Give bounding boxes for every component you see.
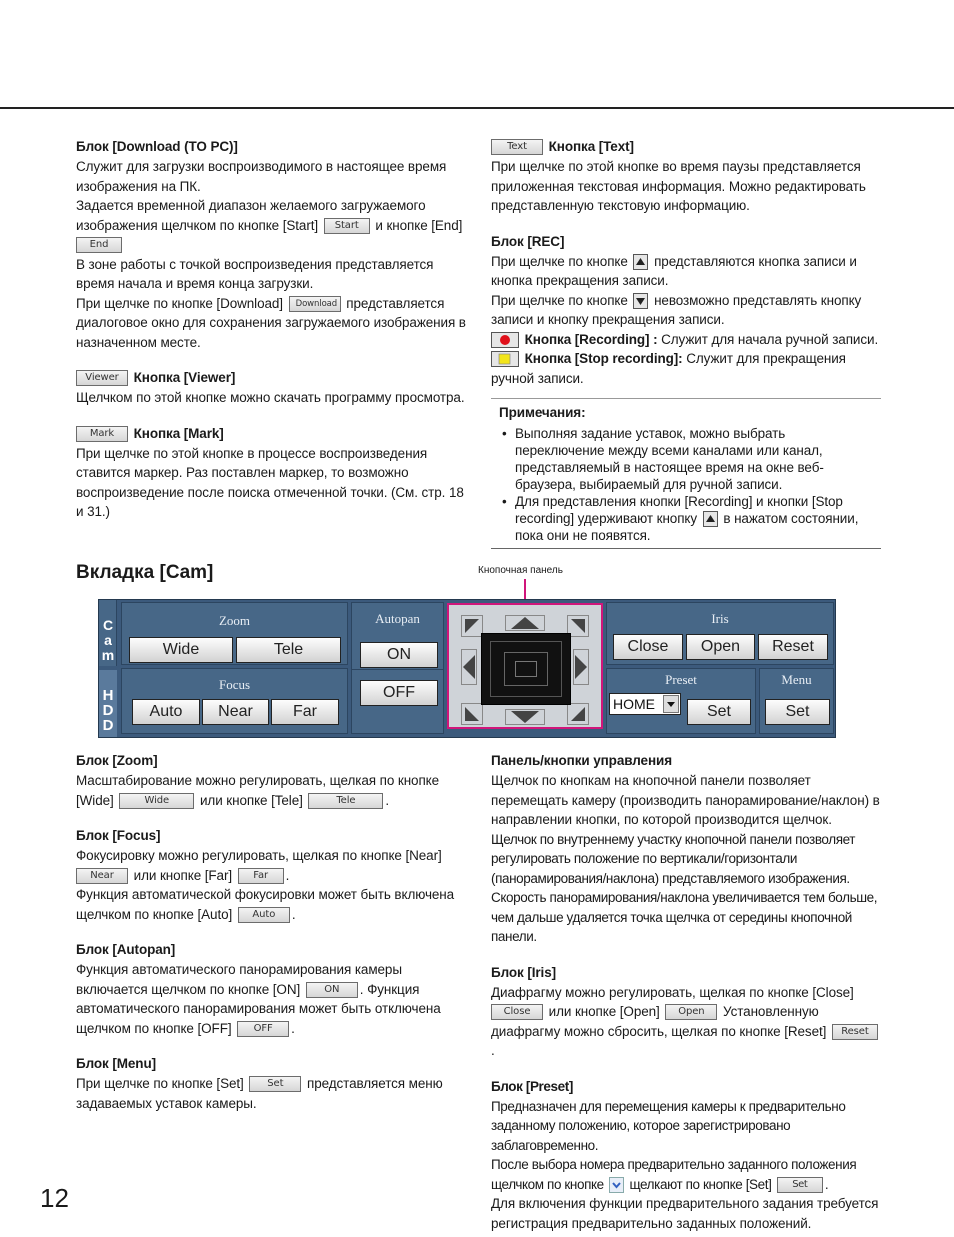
far-button[interactable]: Far	[271, 699, 339, 725]
stop-record-icon[interactable]	[491, 351, 519, 367]
download-p1: Служит для загрузки воспроизводимого в настоящее время изображения на ПК.	[76, 159, 447, 194]
recording-text: Служит для начала ручной записи.	[661, 331, 879, 347]
cam-control-panel	[98, 599, 836, 738]
zoom-section	[76, 751, 466, 810]
rec-p2a: При щелчке по кнопке	[491, 292, 628, 308]
on-inline-button[interactable]: ON	[306, 982, 358, 998]
zoom-heading: Блок [Zoom]	[76, 753, 158, 768]
iris-close-button[interactable]: Close	[613, 634, 683, 660]
focus-section	[76, 826, 466, 924]
menu-t1: При щелчке по кнопке [Set]	[76, 1076, 244, 1091]
menu-label: Menu	[781, 672, 812, 687]
rec-p1b: представляются кнопка записи и кнопка прекращения записи.	[491, 253, 857, 288]
preset-section	[491, 1077, 883, 1234]
rec-p2	[491, 291, 881, 330]
zoom-text	[76, 771, 466, 810]
menu-group	[759, 668, 834, 734]
focus-t4: Функция автоматической фокусировки может быть включена щелчком по кнопке [Auto]	[76, 887, 455, 922]
tab-hdd[interactable]	[99, 670, 117, 737]
iris-t4: .	[491, 1043, 495, 1058]
autopan-t3: .	[291, 1020, 295, 1036]
far-inline-button[interactable]: Far	[238, 868, 284, 884]
note-2b: в нажатом состоянии, пока они не появятся.	[515, 511, 859, 544]
iris-t3: Установленную диафрагму можно сбросить, щелкая по кнопке [Reset]	[491, 1004, 827, 1039]
zoom-t2: или кнопке [Tele]	[199, 792, 303, 808]
autopan-t1: Функция автоматического панорамирования камеры включается щелчком по кнопке [ON]	[76, 962, 402, 997]
mark-button[interactable]: Mark	[76, 426, 128, 442]
rec-p2b: невозможно представлять кнопку записи и кнопку прекращения записи.	[491, 292, 862, 327]
end-button[interactable]: End	[76, 237, 122, 253]
start-button[interactable]: Start	[324, 218, 370, 234]
auto-focus-button[interactable]: Auto	[132, 699, 200, 725]
tele-inline-button[interactable]: Tele	[308, 793, 383, 809]
top-rule	[0, 107, 954, 109]
menu-section	[76, 1054, 466, 1113]
wide-button[interactable]: Wide	[129, 637, 233, 663]
iris-text	[491, 983, 883, 1061]
download-p4a: При щелчке по кнопке [Download]	[76, 295, 283, 311]
text-heading: Кнопка [Text]	[548, 139, 634, 154]
arrow-right-icon[interactable]	[573, 649, 589, 685]
focus-text2	[76, 885, 466, 924]
autopan-divider	[352, 669, 443, 670]
mark-heading: Кнопка [Mark]	[133, 425, 224, 441]
button-panel-callout: Кнопочная панель	[478, 565, 563, 576]
iris-group	[606, 602, 834, 665]
recording-row	[491, 330, 881, 350]
arrow-left-icon[interactable]	[461, 649, 477, 685]
tab-cam-letter: a	[104, 632, 112, 648]
near-button[interactable]: Near	[202, 699, 269, 725]
stop-recording-row	[491, 349, 881, 388]
preset-p3: Для включения функции предварительного задания требуется регистрация предварительно заданных положений.	[491, 1196, 879, 1231]
autopan-text	[76, 960, 466, 1038]
menu-text	[76, 1074, 466, 1113]
wide-inline-button[interactable]: Wide	[119, 793, 194, 809]
arrow-up-icon[interactable]	[505, 615, 545, 631]
tele-button[interactable]: Tele	[236, 637, 341, 663]
notes-heading: Примечания:	[499, 405, 586, 420]
menu-t2: представляется меню задаваемых уставок камеры.	[76, 1076, 443, 1111]
autopan-section	[76, 940, 466, 1038]
focus-label: Focus	[218, 677, 251, 692]
page-number: 12	[40, 1183, 69, 1213]
tab-cam-letter: C	[102, 617, 114, 633]
download-button[interactable]: Download	[289, 296, 341, 312]
focus-text1	[76, 846, 466, 885]
preset-p2a: После выбора номера предварительно заданного положения щелчком по кнопке	[491, 1157, 857, 1192]
focus-heading: Блок [Focus]	[76, 828, 161, 843]
preset-set-button[interactable]: Set	[687, 699, 751, 725]
text-section	[491, 137, 881, 216]
download-heading: Блок [Download (TO PC)]	[76, 139, 238, 154]
chevron-down-icon[interactable]	[609, 1177, 624, 1193]
autopan-heading: Блок [Autopan]	[76, 942, 176, 957]
center-frame-inner	[515, 661, 537, 677]
preset-p1: Предназначен для перемещения камеры к предварительно заданному положению, которое зарегистрировано заблаговременно.	[491, 1098, 846, 1153]
menu-set-button[interactable]: Set	[765, 699, 830, 725]
mark-text: При щелчке по этой кнопке в процессе воспроизведения ставится маркер. Раз поставлен маркер, то возможно воспроизведение после поиска отмеченной точки. (См. стр. 18 и 31.)	[76, 445, 464, 519]
autopan-on-button[interactable]: ON	[360, 642, 438, 668]
left-column-bottom	[76, 751, 466, 1129]
viewer-button[interactable]: Viewer	[76, 370, 128, 386]
viewer-heading: Кнопка [Viewer]	[133, 370, 236, 385]
focus-t2: или кнопке [Far]	[133, 867, 233, 883]
stop-recording-text: Служит для прекращения ручной записи.	[491, 351, 846, 386]
autopan-t2: . Функция автоматического панорамирования может быть отключена щелчком по кнопке [OFF]	[76, 981, 441, 1036]
arrow-down-icon[interactable]	[505, 709, 545, 725]
set-inline-button[interactable]: Set	[249, 1076, 301, 1092]
set-inline-button[interactable]: Set	[777, 1177, 823, 1193]
rec-p1a: При щелчке по кнопке	[491, 253, 628, 269]
tab-cam[interactable]	[99, 600, 117, 666]
autopan-label: Autopan	[375, 611, 420, 626]
iris-reset-button[interactable]: Reset	[758, 634, 828, 660]
iris-open-button[interactable]: Open	[686, 634, 755, 660]
text-text: При щелчке по этой кнопке во время паузы представляется приложенная текстовая информация. Можно редактировать представленную текстовую информацию.	[491, 159, 866, 213]
notes-box	[491, 398, 881, 549]
preset-heading: Блок [Preset]	[491, 1078, 573, 1094]
expand-up-icon[interactable]	[633, 254, 648, 270]
chevron-down-icon[interactable]	[663, 695, 679, 713]
open-inline-button[interactable]: Open	[665, 1004, 717, 1020]
zoom-label: Zoom	[218, 613, 251, 628]
viewer-text: Щелчком по этой кнопке можно скачать программу просмотра.	[76, 390, 465, 405]
mark-section	[76, 424, 466, 522]
zoom-t3: .	[385, 792, 390, 808]
text-heading-row	[491, 137, 881, 157]
left-column-top	[76, 137, 466, 538]
tab-hdd-letter: D	[102, 717, 114, 734]
recording-label: Кнопка [Recording] :	[524, 331, 658, 347]
control-section	[491, 751, 883, 947]
cam-tab-title: Вкладка [Cam]	[76, 562, 214, 583]
arrow-up-left-icon[interactable]	[461, 615, 483, 637]
auto-inline-button[interactable]: Auto	[238, 907, 290, 923]
tab-hdd-letter: D	[102, 702, 114, 719]
preset-group	[606, 668, 756, 734]
focus-t5: .	[291, 906, 296, 922]
preset-label: Preset	[665, 672, 697, 687]
off-inline-button[interactable]: OFF	[237, 1021, 289, 1037]
arrow-down-right-icon[interactable]	[567, 703, 589, 725]
collapse-down-icon[interactable]	[633, 293, 648, 309]
focus-group	[121, 668, 348, 734]
menu-heading: Блок [Menu]	[76, 1056, 156, 1071]
download-p4	[76, 294, 466, 353]
control-p2: Щелчок по внутреннему участку кнопочной панели позволяет регулировать положение по вертикали/горизонтали (панорамирования/наклона) представляемого изображения.	[491, 831, 856, 886]
notes-list	[499, 425, 873, 544]
focus-t3: .	[285, 867, 290, 883]
rec-heading: Блок [REC]	[491, 233, 565, 249]
iris-label: Iris	[711, 611, 729, 626]
tab-hdd-letter: H	[102, 687, 114, 704]
zoom-t1: Масштабирование можно регулировать, щелкая по кнопке [Wide]	[76, 773, 440, 808]
autopan-group	[351, 602, 444, 734]
download-p2b: и кнопке [End]	[375, 217, 463, 233]
tab-cam-letter: m	[101, 647, 115, 663]
text-button[interactable]: Text	[491, 139, 543, 155]
preset-p2	[491, 1155, 883, 1194]
focus-t1: Фокусировку можно регулировать, щелкая по кнопке [Near]	[76, 848, 442, 863]
panel-tabs	[99, 600, 117, 737]
download-p2	[76, 196, 466, 255]
right-column-top	[491, 137, 881, 549]
viewer-section	[76, 368, 466, 408]
close-inline-button[interactable]: Close	[491, 1004, 543, 1020]
arrow-down-left-icon[interactable]	[461, 703, 483, 725]
reset-inline-button[interactable]: Reset	[832, 1024, 878, 1040]
control-p1: Щелчок по кнопкам на кнопочной панели позволяет перемещать камеру (производить панорамирование/наклон) в направлении кнопки, по которой производится щелчок.	[491, 773, 880, 827]
note-1: • Выполняя задание уставок, можно выбрать переключение между всеми каналами или канал, представляемый в настоящее время на окне веб-браузера, выбираемый для ручной записи.	[499, 425, 873, 493]
download-p4b: представляется диалоговое окно для сохранения загружаемого изображения в назначенном месте.	[76, 295, 466, 350]
zoom-group	[121, 602, 348, 665]
stop-recording-label: Кнопка [Stop recording]:	[524, 351, 683, 366]
rec-p1	[491, 252, 881, 291]
viewer-heading-row	[76, 368, 466, 388]
expand-up-icon[interactable]	[703, 511, 718, 527]
pan-tilt-center-area[interactable]	[481, 633, 571, 705]
download-section	[76, 137, 466, 352]
iris-t1: Диафрагму можно регулировать, щелкая по кнопке [Close]	[491, 984, 854, 1000]
preset-p2b: щелкают по кнопке [Set]	[629, 1176, 772, 1192]
preset-select-value: HOME	[613, 696, 655, 712]
control-p3: Скорость панорамирования/наклона увеличивается тем больше, чем дальше удаляется точка щелчка от середины кнопочной панели.	[491, 890, 878, 944]
iris-heading: Блок [Iris]	[491, 964, 557, 980]
pan-tilt-control-pad[interactable]	[447, 603, 603, 729]
iris-section	[491, 963, 883, 1061]
record-icon[interactable]	[491, 332, 519, 348]
right-column-bottom	[491, 751, 883, 1233]
mark-heading-row	[76, 424, 466, 444]
note-2	[499, 493, 873, 544]
control-heading: Панель/кнопки управления	[491, 753, 672, 768]
preset-p2c: .	[824, 1176, 829, 1192]
note-2a: Для представления кнопки [Recording] и кнопки [Stop recording] удерживают кнопку	[515, 494, 843, 526]
download-p2a: Задается временной диапазон желаемого загружаемого изображения щелчком по кнопке [Start]	[76, 198, 426, 233]
autopan-off-button[interactable]: OFF	[360, 680, 438, 706]
download-p3: В зоне работы с точкой воспроизведения представляется время начала и время конца загрузки.	[76, 256, 434, 291]
preset-select[interactable]	[609, 693, 681, 715]
near-inline-button[interactable]: Near	[76, 868, 128, 884]
rec-section	[491, 232, 881, 389]
iris-t2: или кнопке [Open]	[548, 1004, 660, 1019]
